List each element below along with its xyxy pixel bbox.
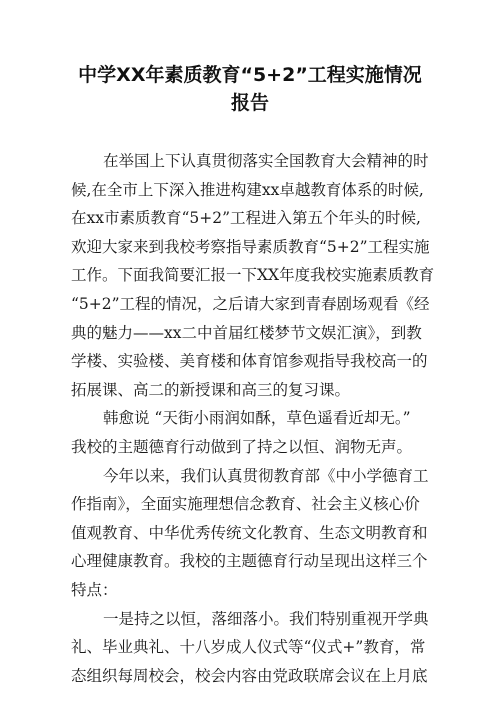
document-title-line-1: 中学XX年素质教育“5+2”工程实施情况 bbox=[78, 64, 422, 86]
body-line: 欢迎大家来到我校考察指导素质教育“5+2”工程实施 bbox=[71, 237, 430, 256]
document-body bbox=[71, 147, 445, 690]
document-title-line-2: 报告 bbox=[230, 92, 269, 114]
body-line: 学楼、实验楼、美育楼和体育馆参观指导我校高一的 bbox=[71, 352, 428, 371]
body-line: 今年以来，我们认真贯彻教育部《中小学德育工 bbox=[103, 466, 429, 485]
body-line: 在举国上下认真贯彻落实全国教育大会精神的时 bbox=[103, 152, 429, 170]
body-line: 韩愈说 “天街小雨润如酥，草色遥看近却无。” bbox=[103, 409, 411, 428]
body-line: 拓展课、高二的新授课和高三的复习课。 bbox=[71, 380, 351, 399]
body-line: 一是持之以恒，落细落小。我们特别重视开学典 bbox=[103, 609, 429, 628]
body-line: 在xx市素质教育“5+2”工程进入第五个年头的时候, bbox=[71, 209, 421, 228]
body-line: 典的魅力——xx二中首届红楼梦节文娱汇演》，到教 bbox=[71, 323, 422, 342]
body-line: 心理健康教育。我校的主题德育行动呈现出这样三个 bbox=[71, 552, 428, 571]
body-line: 作指南》，全面实施理想信念教育、社会主义核心价 bbox=[71, 495, 420, 514]
body-line: 态组织每周校会，校会内容由党政联席会议在上月底 bbox=[71, 666, 428, 685]
body-line: 礼、毕业典礼、十八岁成人仪式等“仪式+”教育，常 bbox=[71, 638, 426, 657]
body-line: 我校的主题德育行动做到了持之以恒、润物无声。 bbox=[71, 437, 413, 456]
body-line: 值观教育、中华优秀传统文化教育、生态文明教育和 bbox=[71, 523, 428, 542]
body-line: 特点： bbox=[71, 580, 118, 599]
body-line: 候,在全市上下深入推进构建xx卓越教育体系的时候, bbox=[71, 180, 424, 199]
body-line: 工作。下面我简要汇报一下XX年度我校实施素质教育 bbox=[71, 266, 435, 285]
body-line: “5+2”工程的情况，之后请大家到青春剧场观看《经 bbox=[71, 294, 430, 313]
